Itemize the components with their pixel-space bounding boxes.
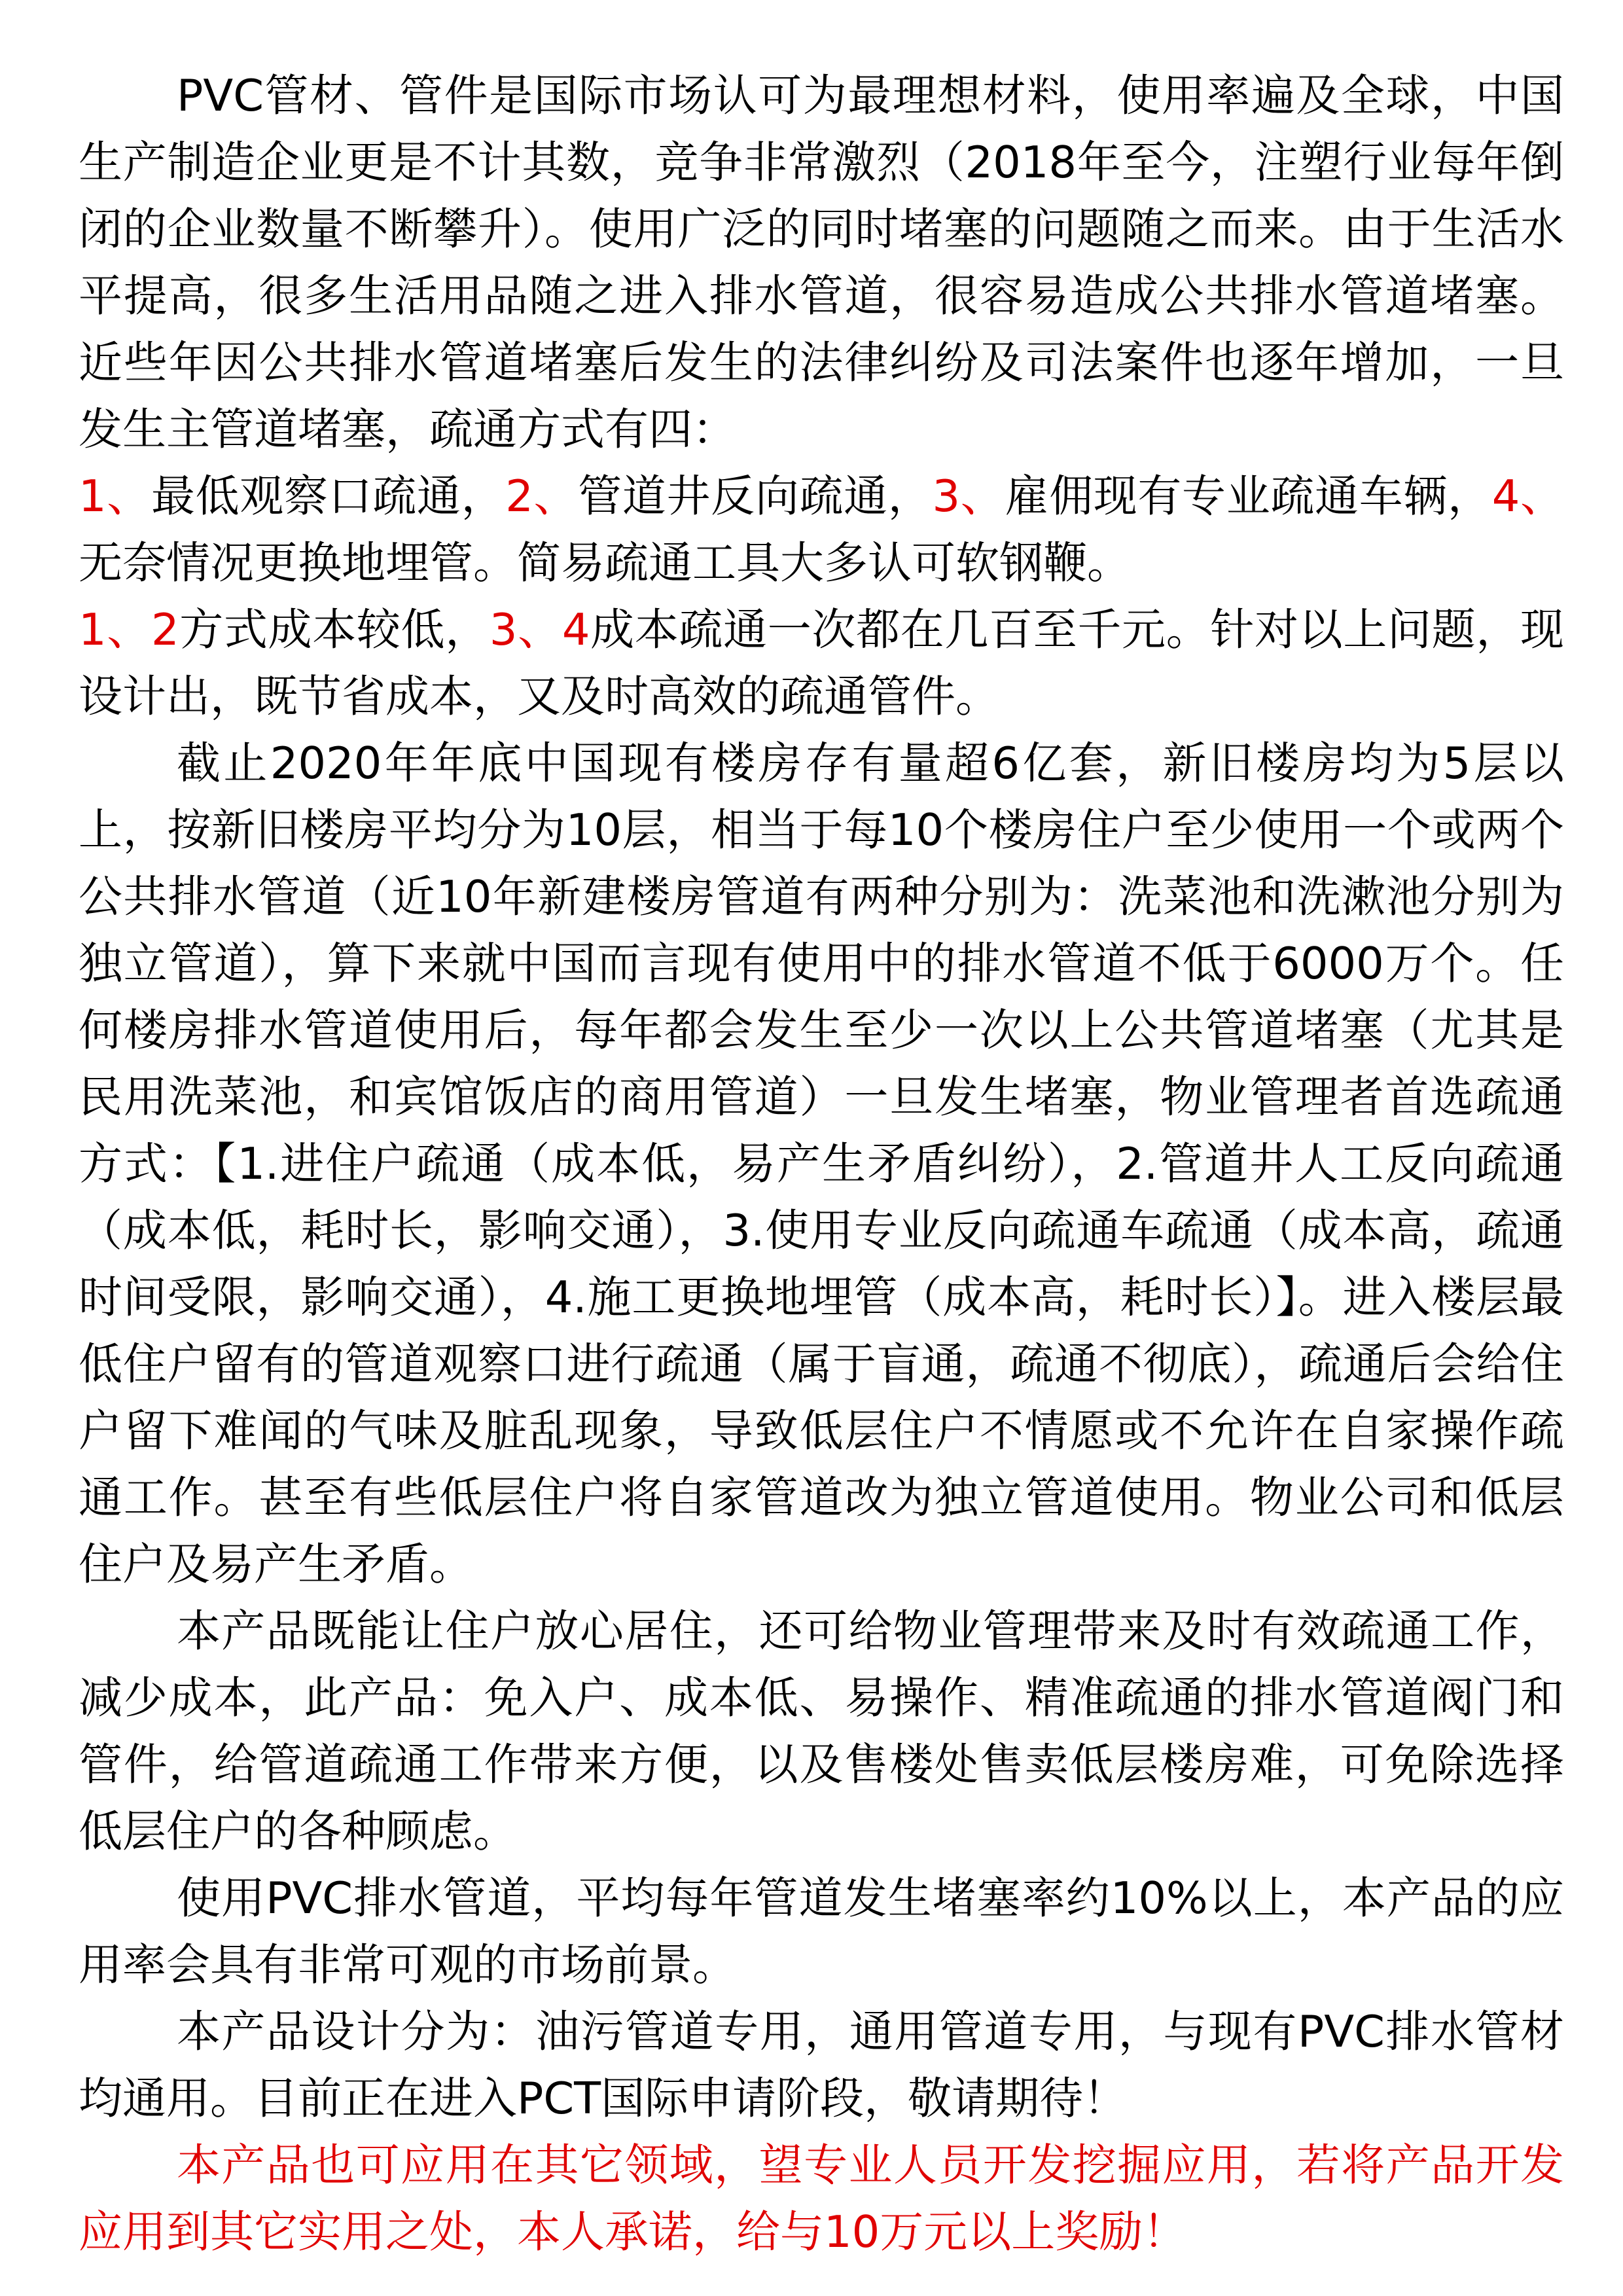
method-text-2: 管道井反向疏通， xyxy=(578,471,933,522)
method-text-3: 雇佣现有专业疏通车辆， xyxy=(1005,471,1492,522)
paragraph-cost xyxy=(79,596,1564,730)
method-number-4: 4、 xyxy=(1491,471,1564,522)
paragraph-market: 截止2020年年底中国现有楼房存有量超6亿套，新旧楼房均为5层以上，按新旧楼房平均分为10层，相当于每10个楼房住户至少使用一个或两个公共排水管道（近10年新建楼房管道有两种分别为：洗菜池和洗漱池分别为独立管道），算下来就中国而言现有使用中的排水管道不低于6000万个。任何楼房排水管道使用后，每年都会发生至少一次以上公共管道堵塞（尤其是民用洗菜池，和宾馆饭店的商用管道）一旦发生堵塞，物业管理者首选疏通方式：【1.进住户疏通（成本低，易产生矛盾纠纷），2.管道井人工反向疏通（成本低，耗时长，影响交通），3.使用专业反向疏通车疏通（成本高，疏通时间受限，影响交通），4.施工更换地埋管（成本高，耗时长）】。进入楼层最低住户留有的管道观察口进行疏通（属于盲通，疏通不彻底），疏通后会给住户留下难闻的气味及脏乱现象，导致低层住户不情愿或不允许在自家操作疏通工作。甚至有些低层住户将自家管道改为独立管道使用。物业公司和低层住户及易产生矛盾。 xyxy=(79,738,1564,1590)
method-number-1: 1、 xyxy=(79,471,151,522)
method-number-2: 2、 xyxy=(505,471,579,522)
cost-text-1: 方式成本较低， xyxy=(179,604,490,655)
paragraph-methods xyxy=(79,463,1564,596)
method-number-3: 3、 xyxy=(932,471,1005,522)
paragraph-reward: 本产品也可应用在其它领域，望专业人员开发挖掘应用，若将产品开发应用到其它实用之处，本人承诺，给与10万元以上奖励！ xyxy=(79,2140,1564,2257)
document-page xyxy=(79,62,1564,2265)
paragraph-market-outlook: 使用PVC排水管道，平均每年管道发生堵塞率约10%以上，本产品的应用率会具有非常可观的市场前景。 xyxy=(79,1873,1564,1990)
paragraph-product-design: 本产品设计分为：油污管道专用，通用管道专用，与现有PVC排水管材均通用。目前正在进入PCT国际申请阶段，敬请期待！ xyxy=(79,2006,1564,2124)
method-text-4: 无奈情况更换地埋管。简易疏通工具大多认可软钢鞭。 xyxy=(79,537,1131,588)
paragraph-intro: PVC管材、管件是国际市场认可为最理想材料，使用率遍及全球，中国生产制造企业更是不计其数，竞争非常激烈（2018年至今，注塑行业每年倒闭的企业数量不断攀升）。使用广泛的同时堵塞的问题随之而来。由于生活水平提高，很多生活用品随之进入排水管道，很容易造成公共排水管道堵塞。近些年因公共排水管道堵塞后发生的法律纠纷及司法案件也逐年增加，一旦发生主管道堵塞，疏通方式有四： xyxy=(79,70,1564,455)
paragraph-product-benefits: 本产品既能让住户放心居住，还可给物业管理带来及时有效疏通工作，减少成本，此产品：免入户、成本低、易操作、精准疏通的排水管道阀门和管件，给管道疏通工作带来方便，以及售楼处售卖低层楼房难，可免除选择低层住户的各种顾虑。 xyxy=(79,1605,1564,1857)
method-text-1: 最低观察口疏通， xyxy=(151,471,506,522)
cost-number-2: 3、4 xyxy=(489,604,590,655)
cost-text-2: 成本疏通一次都在几百至千元。针对以上问题，现设计出，既节省成本，又及时高效的疏通管件。 xyxy=(79,604,1564,722)
cost-number-1: 1、2 xyxy=(79,604,179,655)
